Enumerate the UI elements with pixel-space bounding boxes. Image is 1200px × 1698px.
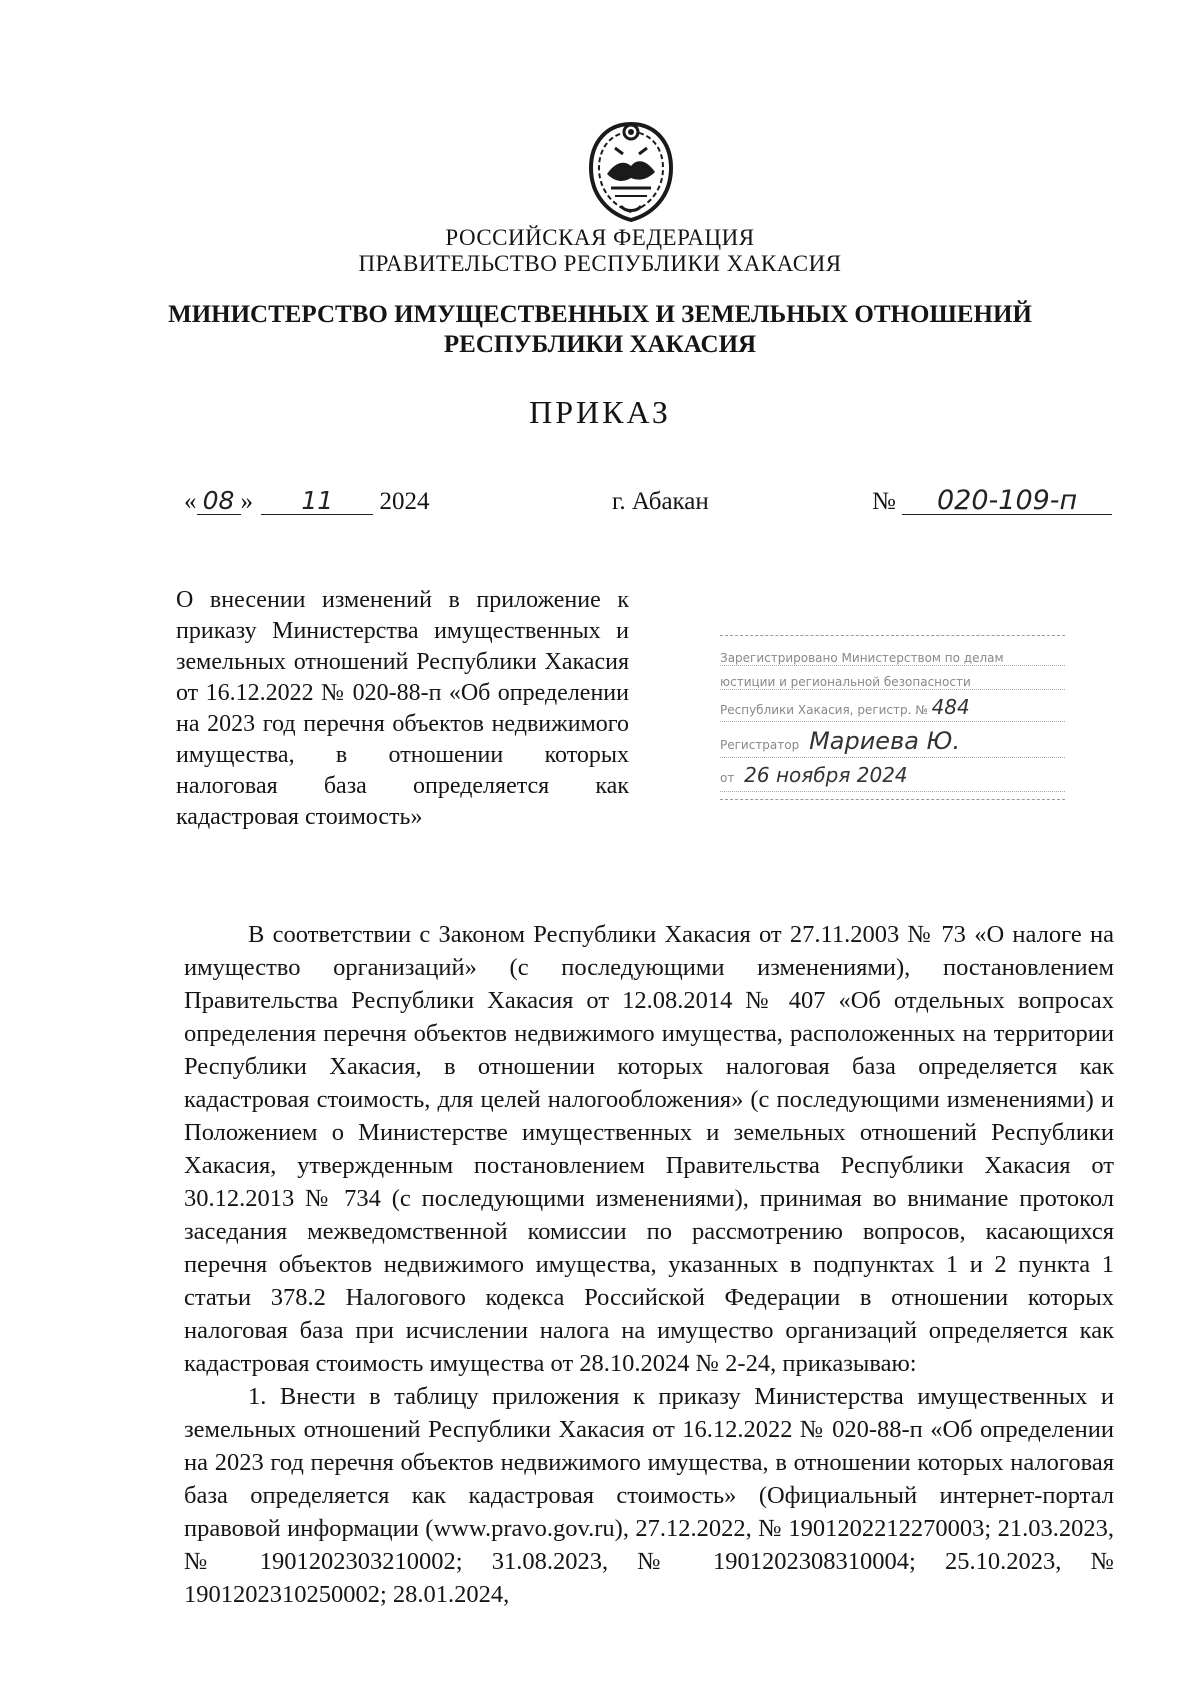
- date-quote-close: »: [240, 488, 253, 515]
- stamp-date-label: от: [720, 771, 735, 785]
- order-title: О внесении изменений в приложение к приказу Министерства имущественных и земельных отношений Республики Хакасия от 16.12.2022 № 020-88-п «Об определении на 2023 год перечня объектов недвижимого имущества, в отношении которых налоговая база определяется как кадастровая стоимость»: [176, 587, 629, 830]
- order-number: [872, 487, 1112, 517]
- stamp-reg-number: 484: [931, 695, 970, 719]
- header-government: ПРАВИТЕЛЬСТВО РЕСПУБЛИКИ ХАКАСИЯ: [358, 251, 842, 276]
- number-sign: №: [872, 488, 896, 515]
- stamp-top-rule: [720, 633, 1065, 636]
- stamp-reg-date: 26 ноября 2024: [744, 763, 908, 787]
- ministry-name: МИНИСТЕРСТВО ИМУЩЕСТВЕННЫХ И ЗЕМЕЛЬНЫХ ОТНОШЕНИЙ: [168, 301, 1032, 328]
- ministry-name-region: РЕСПУБЛИКИ ХАКАСИЯ: [443, 331, 757, 358]
- stamp-line-1: Зарегистрировано Министерством по делам: [720, 651, 1065, 666]
- date-year: 2024: [379, 488, 430, 515]
- stamp-registrar-label: Регистратор: [720, 738, 800, 752]
- order-city: г. Абакан: [612, 488, 709, 515]
- document-type: ПРИКАЗ: [529, 394, 671, 430]
- stamp-line-5: [720, 763, 1065, 792]
- date-quote-open: «: [184, 488, 197, 515]
- stamp-line-2: юстиции и региональной безопасности: [720, 675, 1065, 690]
- stamp-bottom-rule: [720, 797, 1065, 800]
- stamp-line-4: [720, 727, 1065, 758]
- order-date: [184, 487, 430, 517]
- coat-of-arms-emblem: [585, 118, 677, 224]
- header-country: РОССИЙСКАЯ ФЕДЕРАЦИЯ: [445, 225, 755, 250]
- emblem-icon: [585, 118, 677, 224]
- body-text: [184, 918, 1114, 1611]
- stamp-reg-label: Республики Хакасия, регистр. №: [720, 703, 928, 717]
- clause-1-paragraph: 1. Внести в таблицу приложения к приказу Министерства имущественных и земельных отношений Республики Хакасия от 16.12.2022 № 020-88-п «Об определении на 2023 год перечня объектов недвижимого имущества, в отношении которых налоговая база определяется как кадастровая стоимость» (Официальный интернет-портал правовой информации (www.pravo.gov.ru), 27.12.2022, № 1901202212270003; 21.03.2023, № 1901202303210002; 31.08.2023, № 1901202308310004; 25.10.2023, № 1901202310250002; 28.01.2024,: [184, 1383, 1114, 1608]
- date-month: 11: [261, 488, 373, 515]
- stamp-registrar-signature: Мариева Ю.: [809, 727, 961, 755]
- date-day: 08: [197, 488, 241, 515]
- stamp-line-3: [720, 695, 1065, 722]
- order-number-value: 020-109-п: [902, 488, 1112, 515]
- registration-stamp: [720, 625, 1065, 803]
- preamble-paragraph: В соответствии с Законом Республики Хакасия от 27.11.2003 № 73 «О налоге на имущество организаций» (с последующими изменениями), постановлением Правительства Республики Хакасия от 12.08.2014 № 407 «Об отдельных вопросах определения перечня объектов недвижимого имущества, расположенных на территории Республики Хакасия, в отношении которых налоговая база определяется как кадастровая стоимость, для целей налогообложения» (с последующими изменениями) и Положением о Министерстве имущественных и земельных отношений Республики Хакасия, утвержденным постановлением Правительства Республики Хакасия от 30.12.2013 № 734 (с последующими изменениями), принимая во внимание протокол заседания межведомственной комиссии по рассмотрению вопросов, касающихся перечня объектов недвижимого имущества, указанных в подпунктах 1 и 2 пункта 1 статьи 378.2 Налогового кодекса Российской Федерации в отношении которых налоговая база при исчислении налога на имущество организаций определяется как кадастровая стоимость имущества от 28.10.2024 № 2-24, приказываю:: [184, 921, 1114, 1377]
